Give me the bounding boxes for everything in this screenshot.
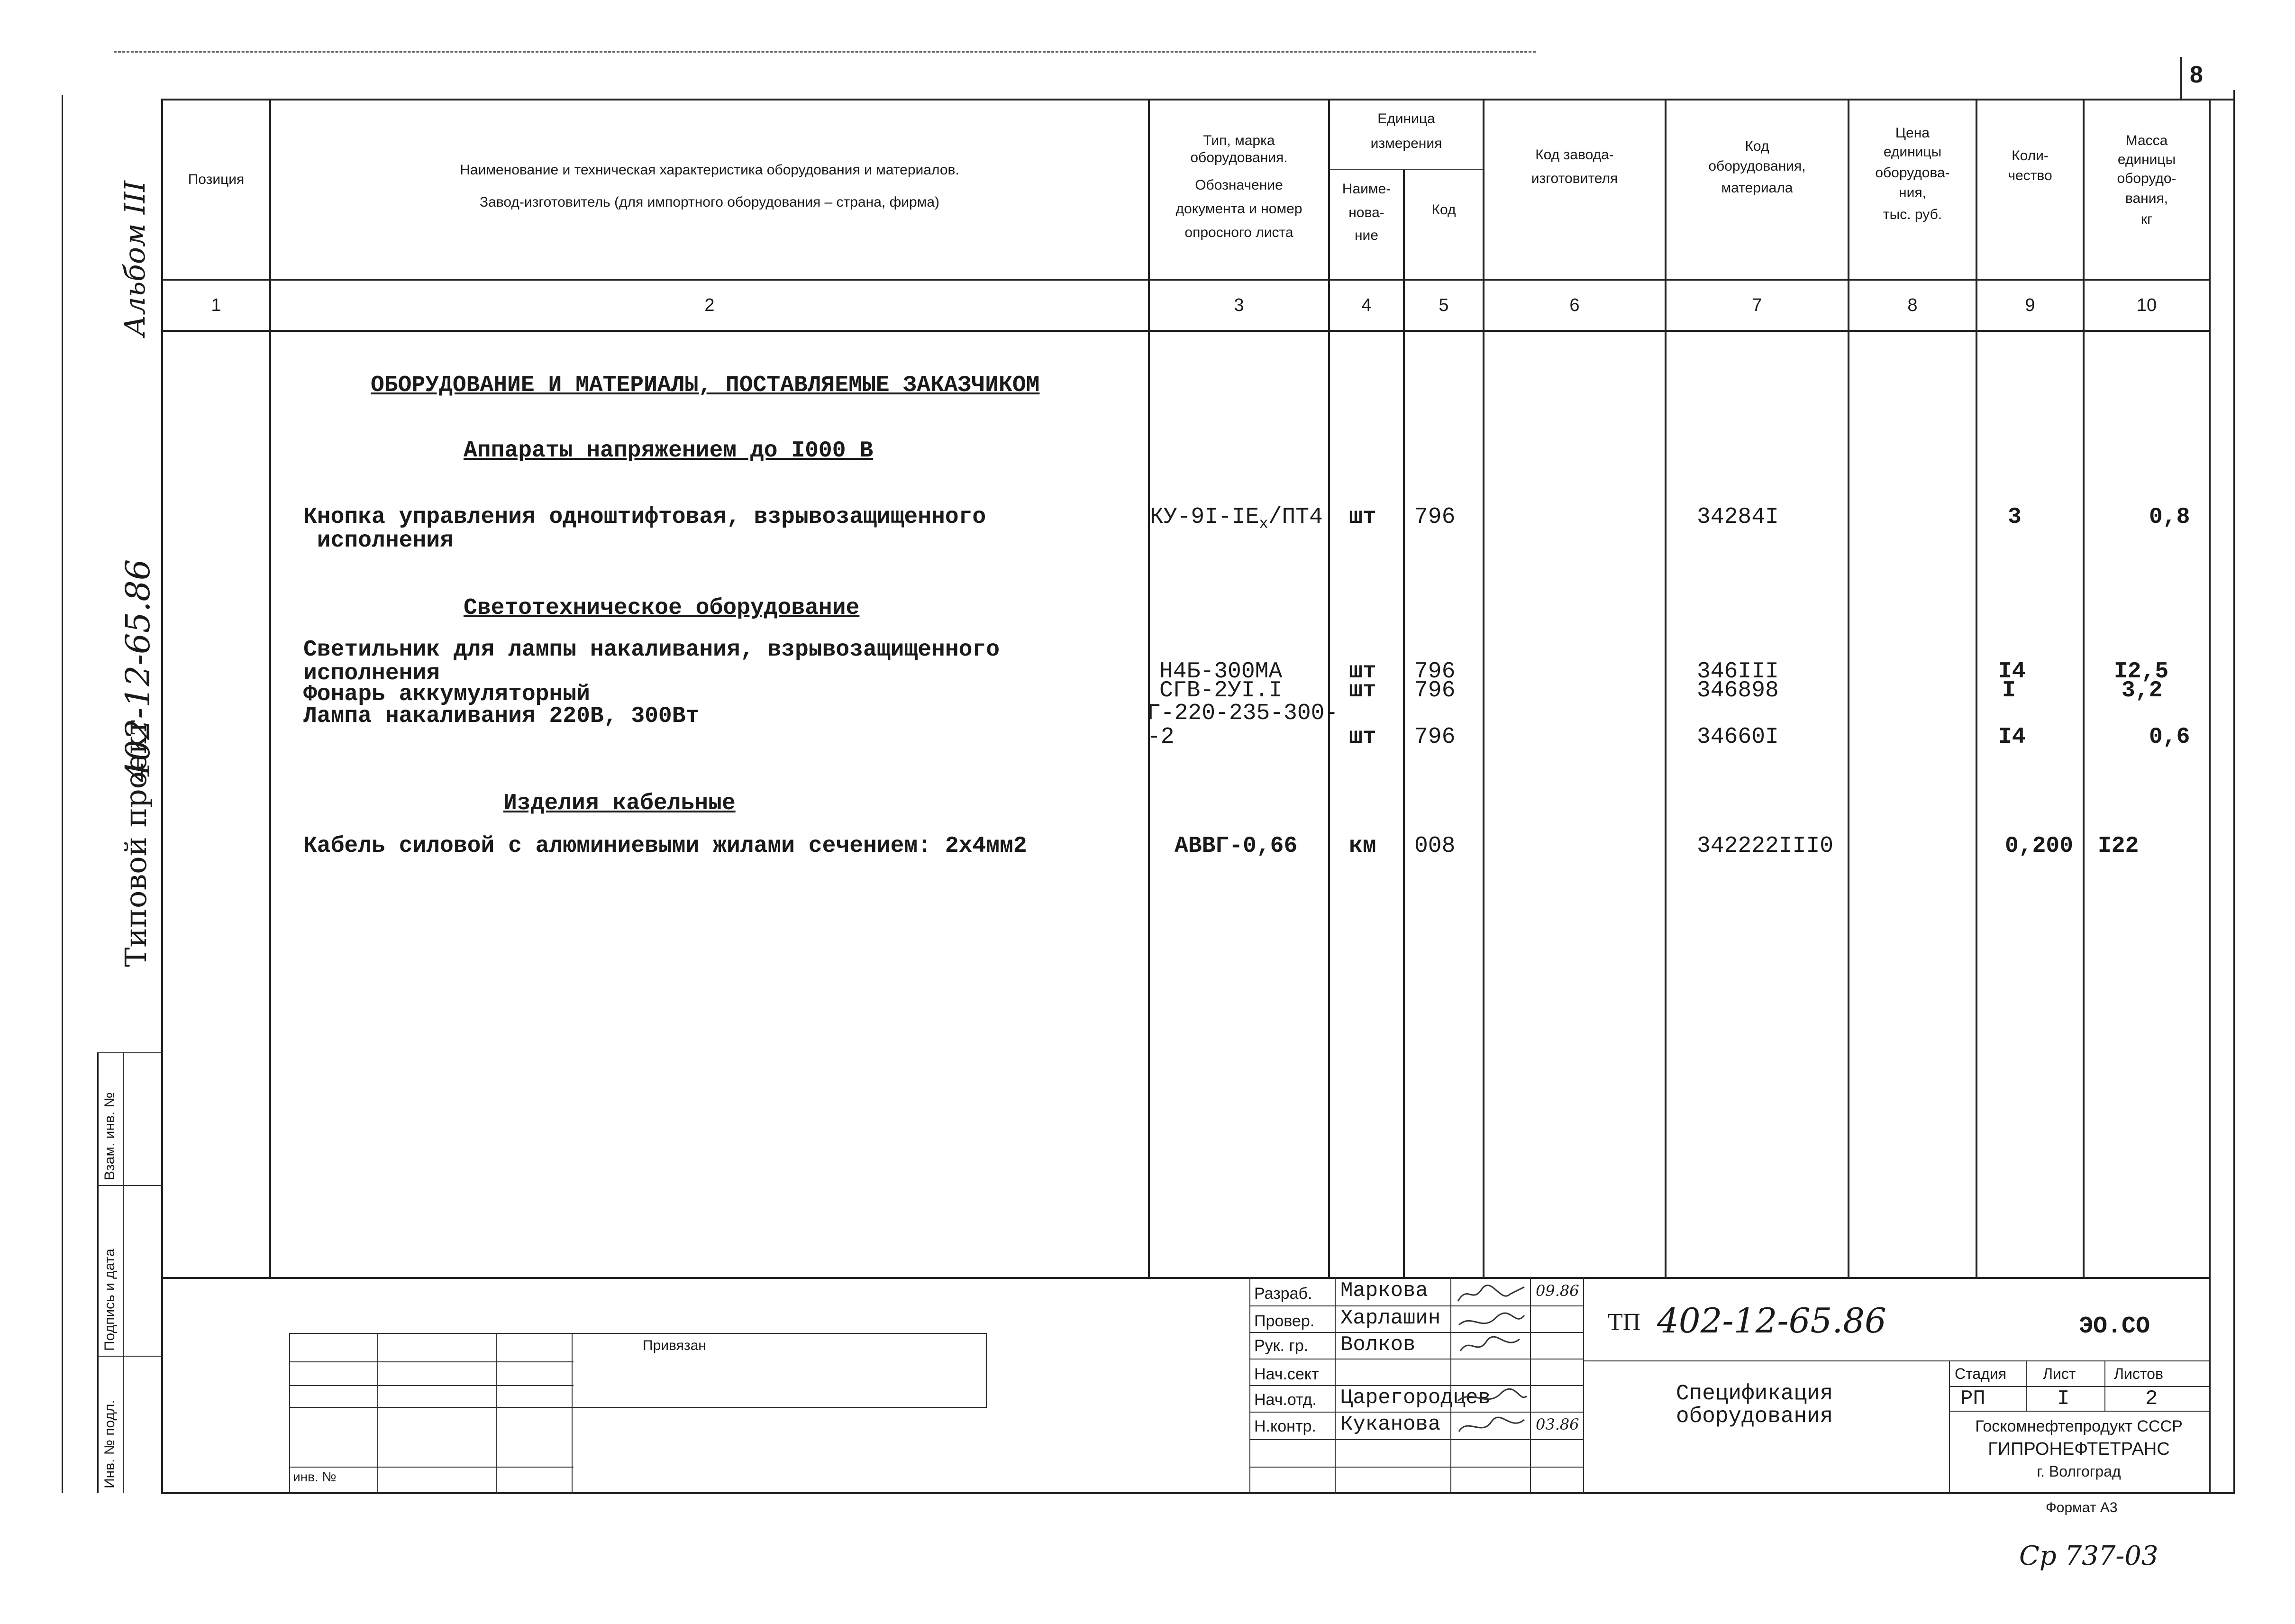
row3-code: 346898 (1697, 678, 1779, 703)
row3-mass: 3,2 (2122, 678, 2163, 703)
hdr-mass-3: оборудо- (2117, 171, 2177, 186)
hdr-code-2: оборудования, (1708, 158, 1806, 174)
row1-name: Кнопка управления одноштифтовая, взрывозащищенного исполнения (303, 504, 986, 554)
hdr-price-4: ния, (1899, 185, 1926, 201)
hdr-unitname-1: Наиме- (1342, 181, 1391, 197)
row1-unit: шт (1349, 504, 1376, 530)
row5-unit-code: 008 (1414, 833, 1456, 859)
colnum-9: 9 (2025, 295, 2035, 315)
row2-type: Н4Б-300МА (1159, 659, 1283, 684)
section-lighting: Светотехническое оборудование (464, 595, 860, 621)
role-n-kontr: Н.контр. (1254, 1417, 1316, 1435)
date-n-kontr: 03.86 (1536, 1415, 1579, 1433)
row1-mass: 0,8 (2149, 504, 2190, 530)
colnum-8: 8 (1907, 295, 1918, 315)
number-row-bottom-line (161, 330, 2211, 332)
colnum-2: 2 (704, 295, 715, 315)
row4-code: 34660I (1697, 724, 1779, 750)
hdr-mass-2: единицы (2117, 152, 2176, 167)
stamp-podpis-data: Подпись и дата (102, 1249, 118, 1351)
row1-type (1150, 505, 1323, 536)
org-line-3: г. Волгоград (2037, 1463, 2121, 1480)
hdr-price-3: оборудова- (1875, 165, 1950, 181)
hdr-type-2: оборудования. (1190, 150, 1288, 165)
role-nach-otd: Нач.отд. (1254, 1391, 1317, 1409)
row5-name: Кабель силовой с алюминиевыми жилами сечением: 2х4мм2 (303, 833, 1027, 859)
album-label: Альбом III (118, 181, 152, 337)
section-cable: Изделия кабельные (503, 791, 736, 816)
hdr-name-line2: Завод-изготовитель (для импортного оборудования – страна, фирма) (479, 194, 940, 210)
hdr-qty-1: Коли- (2012, 148, 2049, 164)
hdr-mass-5: кг (2140, 211, 2153, 227)
stage-label: Стадия (1955, 1365, 2007, 1382)
hdr-position: Позиция (188, 172, 245, 187)
row5-code: 342222III0 (1697, 833, 1834, 859)
row5-type: АВВГ-0,66 (1175, 833, 1298, 859)
name-volkov: Волков (1340, 1333, 1416, 1357)
hdr-factory-1: Код завода- (1535, 147, 1614, 163)
doc-title-1: Спецификация (1676, 1381, 1833, 1406)
name-kharlashin: Харлашин (1340, 1306, 1441, 1330)
row4-unit-code: 796 (1414, 724, 1456, 750)
header-bottom-line (161, 279, 2211, 281)
colnum-5: 5 (1439, 295, 1449, 315)
hdr-name-line1: Наименование и техническая характеристика оборудования и материалов. (460, 162, 959, 178)
colnum-6: 6 (1569, 295, 1580, 315)
doc-code: ЭО.СО (2079, 1313, 2150, 1340)
top-dashed-line (114, 51, 1536, 53)
designation-number: 402-12-65.86 (1657, 1301, 1886, 1341)
row3-unit: шт (1349, 678, 1376, 703)
hdr-mass-1: Масса (2125, 133, 2168, 148)
table-bottom-line (161, 1277, 2211, 1279)
frame-outer-right (2233, 90, 2235, 1494)
name-markova: Маркова (1340, 1279, 1428, 1303)
row3-unit-code: 796 (1414, 678, 1456, 703)
hdr-unitname-2: нова- (1348, 205, 1384, 220)
row4-name: Лампа накаливания 220В, 300Вт (303, 703, 700, 729)
sheets-label: Листов (2114, 1365, 2163, 1382)
colnum-3: 3 (1234, 295, 1244, 315)
colnum-1: 1 (211, 295, 221, 315)
format-label: Формат А3 (2046, 1500, 2118, 1515)
row1-code: 34284I (1697, 504, 1779, 530)
role-nach-sekt: Нач.сект (1254, 1365, 1319, 1383)
row5-qty: 0,200 (2005, 833, 2074, 859)
row2-qty: I4 (1998, 659, 2026, 684)
row2-unit-code: 796 (1414, 659, 1456, 684)
row4-type: Г-220-235-300- -2 (1147, 701, 1339, 750)
section-apparatus: Аппараты напряжением до I000 В (464, 438, 874, 464)
sheet-number: 8 (2190, 61, 2203, 88)
org-line-1: Госкомнефтепродукт СССР (1975, 1417, 2183, 1435)
doc-title-2: оборудования (1676, 1404, 1833, 1429)
stage-value: РП (1960, 1387, 1985, 1411)
hdr-type-5: опросного листа (1184, 225, 1293, 240)
row4-qty: I4 (1998, 724, 2026, 750)
sheet-value: I (2057, 1387, 2070, 1411)
colnum-4: 4 (1361, 295, 1372, 315)
hdr-code-1: Код (1745, 138, 1769, 154)
inv-no-label: инв. № (293, 1469, 337, 1484)
project-label: Типовой проект (118, 719, 153, 967)
row2-name: Светильник для лампы накаливания, взрывозащищенного исполнения (303, 637, 1000, 686)
row4-mass: 0,6 (2149, 724, 2190, 750)
hdr-factory-2: изготовителя (1531, 171, 1618, 186)
row2-unit: шт (1349, 659, 1376, 684)
hdr-price-5: тыс. руб. (1883, 207, 1942, 222)
project-number: 402-12-65.86 (118, 559, 157, 782)
stamp-inv-podl: Инв. № подл. (102, 1400, 118, 1488)
hdr-code-3: материала (1721, 180, 1793, 196)
row2-code: 346III (1697, 659, 1779, 684)
main-section-title: ОБОРУДОВАНИЕ И МАТЕРИАЛЫ, ПОСТАВЛЯЕМЫЕ ЗАКАЗЧИКОМ (371, 373, 1040, 398)
row3-type: СГВ-2УI.I (1159, 678, 1283, 703)
hdr-type-4: документа и номер (1175, 201, 1302, 217)
row1-qty: 3 (2008, 504, 2022, 530)
sheet-label: Лист (2043, 1365, 2076, 1382)
hdr-type-1: Тип, марка (1203, 133, 1275, 148)
hdr-unitcode: Код (1431, 202, 1456, 218)
designation-tp: ТП (1608, 1309, 1641, 1336)
hdr-qty-2: чество (2008, 168, 2052, 183)
frame-top (161, 99, 2233, 100)
row5-mass: I22 (2098, 833, 2139, 859)
role-prover: Провер. (1254, 1312, 1315, 1330)
colnum-10: 10 (2136, 295, 2157, 315)
bottom-code: Ср 737-03 (2019, 1541, 2158, 1571)
row4-unit: шт (1349, 724, 1376, 750)
privyazan-label: Привязан (643, 1338, 706, 1353)
org-line-2: ГИПРОНЕФТЕТРАНС (1988, 1439, 2170, 1459)
hdr-mass-4: вания, (2125, 191, 2168, 206)
hdr-price-1: Цена (1895, 125, 1930, 141)
role-ruk-gr: Рук. гр. (1254, 1337, 1309, 1355)
role-razrab: Разраб. (1254, 1285, 1312, 1303)
frame-bottom (161, 1492, 2233, 1494)
row1-type-tail: /ПТ4 (1268, 504, 1323, 530)
hdr-unitname-3: ние (1354, 228, 1378, 243)
frame-right (2209, 99, 2211, 1494)
sheets-value: 2 (2145, 1387, 2158, 1411)
row2-mass: I2,5 (2114, 659, 2169, 684)
row3-qty: I (2002, 678, 2016, 703)
hdr-price-2: единицы (1883, 144, 1942, 160)
row3-name: Фонарь аккумуляторный (303, 682, 590, 707)
hdr-unit-2: измерения (1370, 136, 1442, 151)
stamp-vzam-inv: Взам. инв. № (102, 1092, 118, 1180)
row1-type-main: КУ-9I-IЕ (1150, 504, 1259, 530)
hdr-unit-1: Единица (1377, 111, 1435, 127)
row5-unit: км (1349, 833, 1376, 859)
row1-unit-code: 796 (1414, 504, 1456, 530)
name-tsaregorodtsev: Царегородцев (1340, 1386, 1491, 1410)
name-kukanova: Куканова (1340, 1413, 1441, 1436)
colnum-7: 7 (1752, 295, 1762, 315)
date-razrab: 09.86 (1536, 1282, 1579, 1300)
row1-type-sub: х (1259, 515, 1268, 533)
hdr-type-3: Обозначение (1195, 177, 1283, 193)
signatures-drawing (1453, 1280, 1529, 1465)
